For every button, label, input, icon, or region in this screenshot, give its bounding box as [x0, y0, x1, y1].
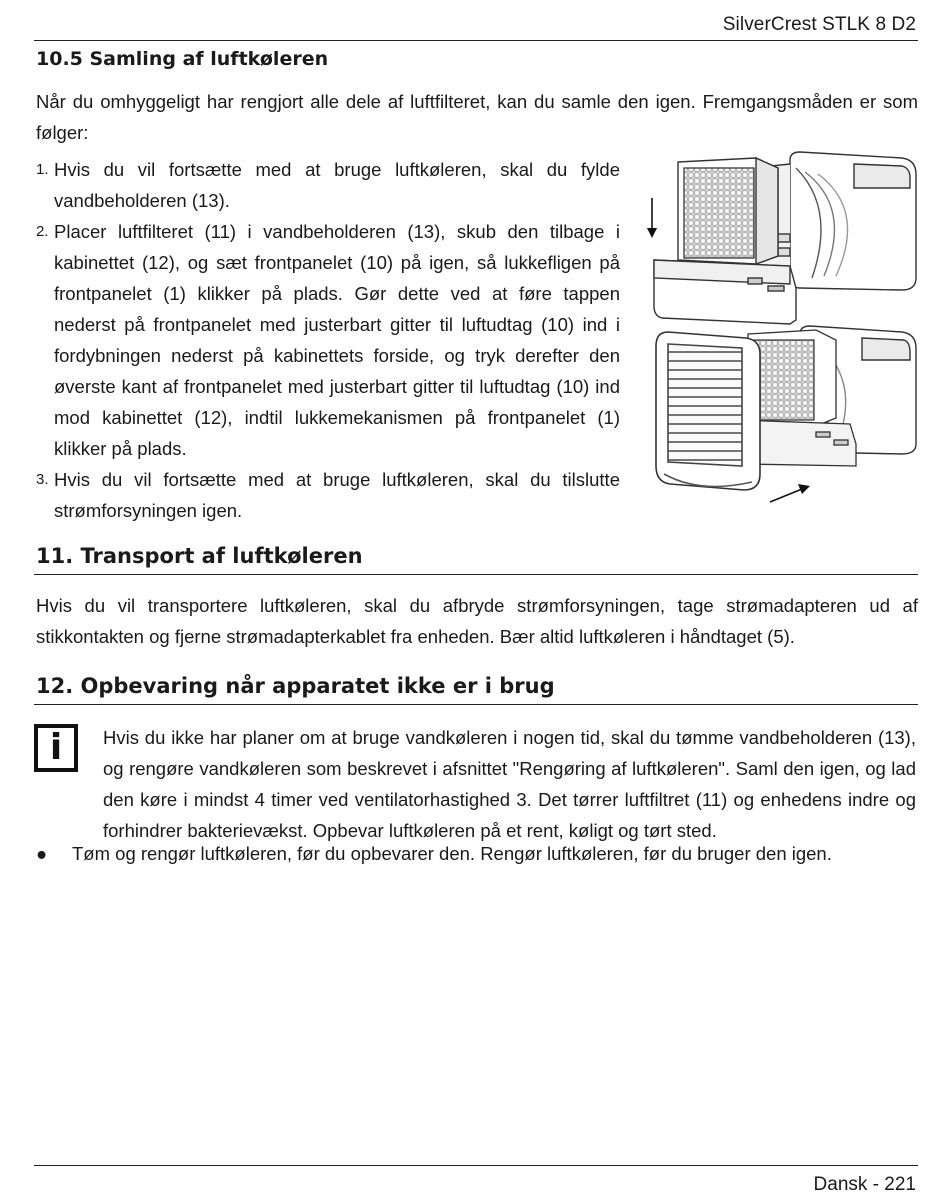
- water-tank-drawing: [654, 260, 796, 324]
- header-rule: [34, 40, 918, 41]
- step-number: 2.: [36, 223, 49, 240]
- list-item: [36, 154, 620, 216]
- page-number: Dansk - 221: [813, 1174, 916, 1195]
- step-text: Placer luftfilteret (11) i vandbeholderen (13), skub den tilbage i kabinettet (12), og sæt frontpanelet (10) på igen, så lukkefligen på frontpanelet (1) klikker på plads. Gør dette ved at føre tappen nederst på frontpanelet med justerbart gitter til luftudtag (10) ind i fordybningen nederst på kabinettets forside, og tryk derefter den øverste kant af frontpanelet med justerbart gitter til luftudtag (10) ind mod kabinettet (12), indtil lukkemekanismen på frontpanelet (1) klikker på plads.: [54, 221, 620, 459]
- section-heading-11: 11. Transport af luftkøleren: [36, 544, 363, 568]
- bullet-icon: ●: [36, 843, 48, 864]
- step-number: 3.: [36, 471, 49, 488]
- front-panel-drawing: [656, 332, 760, 490]
- section-11-rule: [34, 574, 918, 575]
- step-text: Hvis du vil fortsætte med at bruge luftkøleren, skal du tilslutte strømforsyningen igen.: [54, 469, 620, 521]
- section-10-5-intro: Når du omhyggeligt har rengjort alle dele af luftfilteret, kan du samle den igen. Fremgangsmåden er som følger:: [36, 91, 918, 143]
- section-heading-12: 12. Opbevaring når apparatet ikke er i brug: [36, 674, 555, 698]
- assembly-steps-list: [36, 154, 620, 526]
- step-text: Hvis du vil fortsætte med at bruge luftkøleren, skal du fylde vandbeholderen (13).: [54, 159, 620, 211]
- storage-info-note: Hvis du ikke har planer om at bruge vandkøleren i nogen tid, skal du tømme vandbeholderen (13), og rengøre vandkøleren som beskrevet i afsnittet "Rengøring af luftkøleren". Saml den igen, og lad den køre i mindst 4 timer ved ventilatorhastighed 3. Det tørrer luftfiltret (11) og enhedens indre og forhindrer bakterievækst. Opbevar luftkøleren på et rent, køligt og tørt sted.: [103, 727, 916, 841]
- document-header: SilverCrest STLK 8 D2: [722, 14, 916, 35]
- assembly-illustration: [640, 148, 922, 510]
- info-icon: [34, 724, 78, 772]
- section-12-rule: [34, 704, 918, 705]
- section-11-text: Hvis du vil transportere luftkøleren, skal du afbryde strømforsyningen, tage strømadapteren ud af stikkontakten og fjerne strømadapterkablet fra enheden. Bær altid luftkøleren i håndtaget (5).: [36, 595, 918, 647]
- info-icon-letter: i: [49, 727, 63, 768]
- bullet-text: Tøm og rengør luftkøleren, før du opbevarer den. Rengør luftkøleren, før du bruger den igen.: [72, 843, 832, 864]
- section-heading-10-5: 10.5 Samling af luftkøleren: [36, 48, 329, 70]
- list-item: [36, 216, 620, 464]
- list-item: [36, 464, 620, 526]
- step-number: 1.: [36, 161, 49, 178]
- push-arrow-icon: [770, 484, 810, 502]
- footer-rule: [34, 1165, 918, 1166]
- down-arrow-icon: [647, 198, 657, 238]
- air-filter-drawing: [678, 158, 778, 264]
